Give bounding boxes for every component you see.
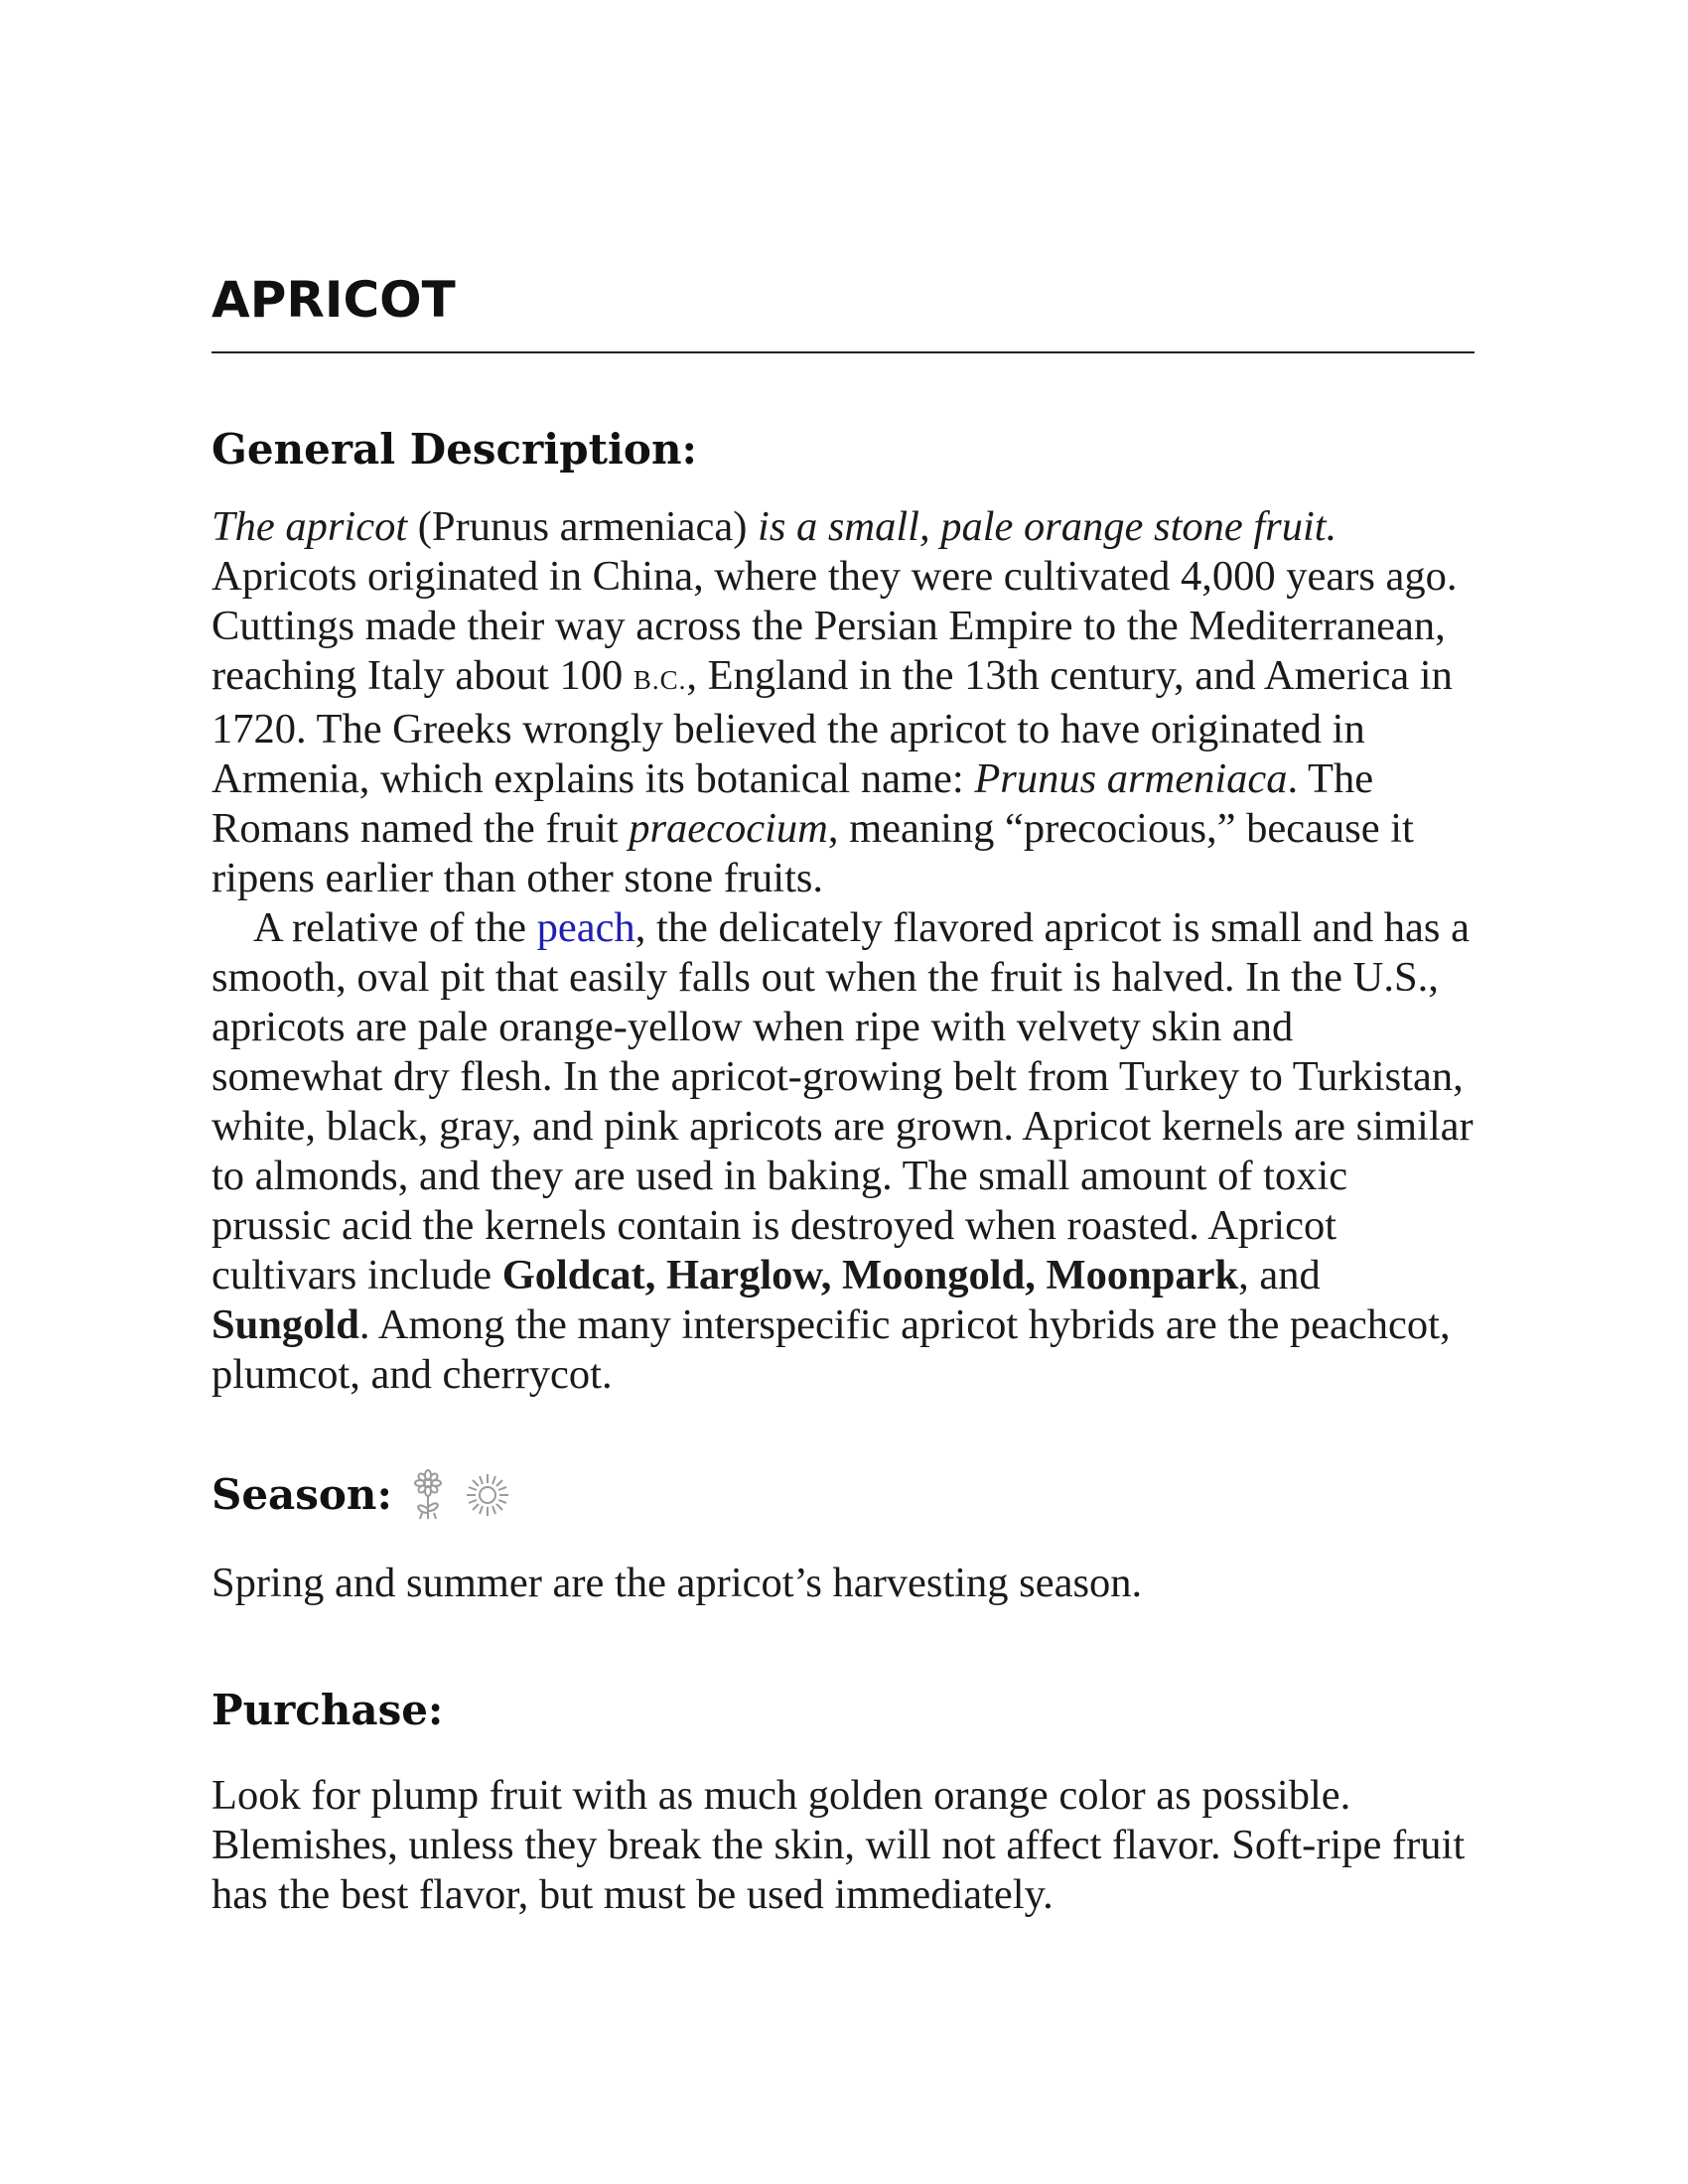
page-title: APRICOT — [211, 271, 456, 329]
season-heading: Season: — [211, 1470, 392, 1519]
text-run: Apricots originated in China, where they were cultivated 4,000 years ago. Cuttings made their way across the Persian Empire to the Mediterranean, reaching Italy about 100 — [211, 553, 1458, 699]
text-run: , meaning “precocious,” because it ripens earlier than other stone fruits. — [211, 805, 1414, 901]
text-bold: Goldcat, Harglow, Moongold, Moonpark — [501, 1252, 1239, 1298]
summer-sun-icon — [464, 1471, 511, 1519]
spring-flower-icon — [410, 1469, 446, 1521]
text-smallcaps: B.C. — [633, 665, 687, 695]
peach-link[interactable]: peach — [536, 904, 635, 951]
title-divider — [211, 351, 1475, 353]
text-bold: Sungold — [211, 1301, 359, 1348]
text-run: A relative of the — [253, 904, 537, 951]
text-run: , the delicately flavored apricot is small and has a smooth, oval pit that easily falls out when the fruit is halved. In the U.S., apricots are pale orange-yellow when ripe with velvety skin and somewhat dry flesh. In the apricot-growing belt from Turkey to Turkistan, white, black, gray, and pink apricots are grown. Apricot kernels are similar to almonds, and they are used in baking. The small amount of toxic prussic acid the kernels contain is destroyed when roasted. Apricot cultivars include — [211, 904, 1474, 1298]
text-italic: The apricot — [211, 503, 408, 550]
text-italic: praecocium — [629, 805, 828, 852]
page-content — [211, 270, 1475, 1920]
text-run: , and — [1238, 1252, 1321, 1298]
text-run: , England in the 13th century, and America in 1720. The Greeks wrongly believed the apricot to have originated in Armenia, which explains its botanical name: — [211, 652, 1453, 802]
purchase-text: Look for plump fruit with as much golden orange color as possible. Blemishes, unless they break the skin, will not affect flavor. Soft-ripe fruit has the best flavor, but must be used immediately. — [211, 1772, 1466, 1918]
text-run: (Prunus armeniaca) — [407, 503, 759, 550]
text-italic: is a small, pale orange stone fruit. — [758, 503, 1337, 550]
season-icons — [410, 1469, 511, 1521]
general-description-paragraph-1 — [211, 502, 1475, 903]
season-heading-row — [211, 1467, 1475, 1523]
season-text: Spring and summer are the apricot’s harvesting season. — [211, 1560, 1143, 1606]
text-italic: Prunus armeniaca — [974, 755, 1288, 802]
purchase-heading: Purchase: — [211, 1686, 444, 1734]
text-run: . The Romans named the fruit — [211, 755, 1374, 852]
general-description-paragraph-2 — [211, 903, 1475, 1400]
text-run: . Among the many interspecific apricot hybrids are the peachcot, plumcot, and cherrycot. — [211, 1301, 1451, 1398]
general-description-heading: General Description: — [211, 425, 697, 474]
